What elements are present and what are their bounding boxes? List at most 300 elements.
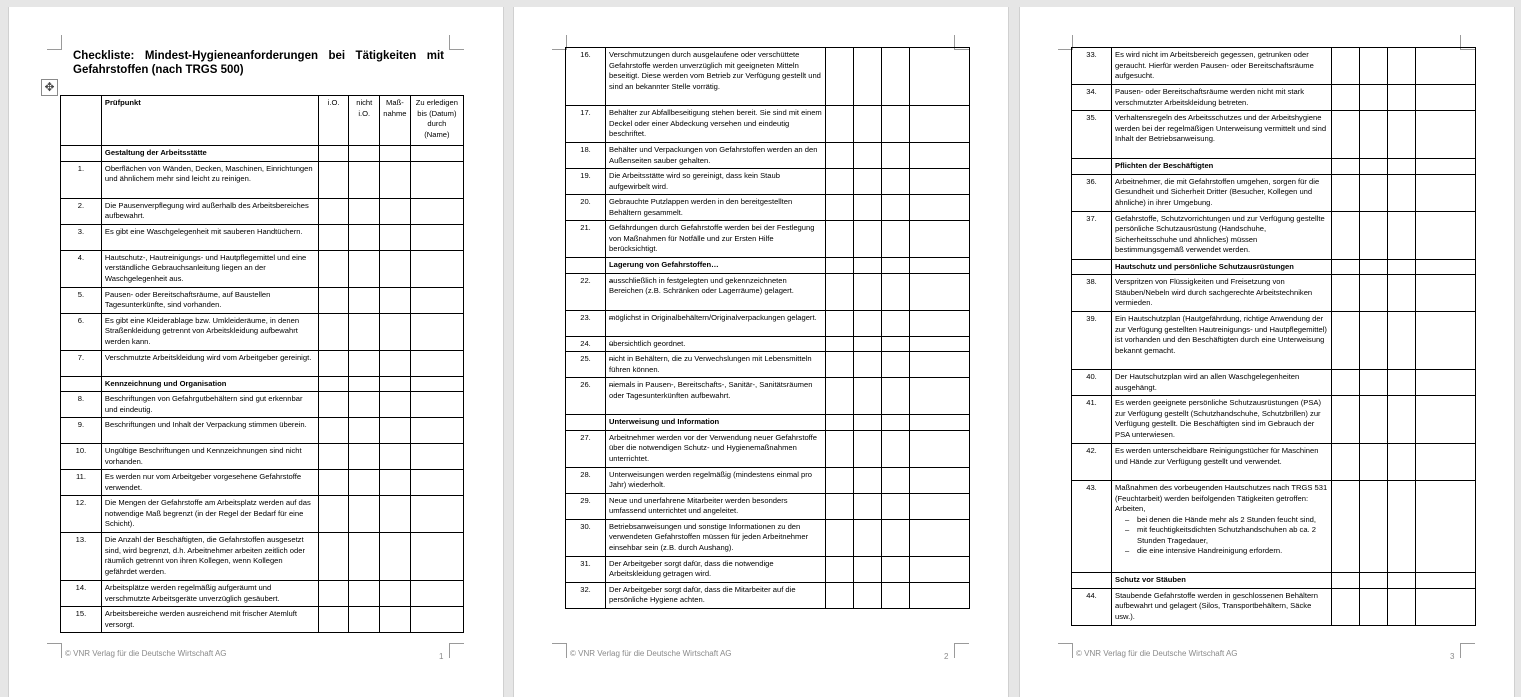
check-io[interactable] [826, 336, 854, 352]
massnahme-cell[interactable] [882, 195, 910, 221]
massnahme-cell[interactable] [882, 169, 910, 195]
massnahme-cell[interactable] [1388, 481, 1416, 573]
check-io[interactable] [318, 444, 349, 470]
item-number: 12. [61, 496, 102, 533]
erledigen-cell[interactable] [410, 392, 463, 418]
section-row [566, 415, 970, 431]
check-nicht-io[interactable] [349, 350, 380, 376]
erledigen-cell[interactable] [910, 519, 970, 556]
item-text: Die Anzahl der Beschäftigten, die Gefahrstoffen ausgesetzt sind, wird begrenzt, d.h. Arbeitnehmer arbeiten zeitlich oder räumlich getrennt von ihren Kollegen, wenn Kollegen gefährdet werden. [101, 533, 318, 581]
check-io[interactable] [318, 581, 349, 607]
check-nicht-io[interactable] [1360, 275, 1388, 312]
header-massnahme: Maß-nahme [380, 96, 411, 146]
page-footer: © VNR Verlag für die Deutsche Wirtschaft AG [1076, 649, 1238, 658]
massnahme-cell[interactable] [882, 519, 910, 556]
page-number: 3 [1450, 652, 1455, 661]
item-text: Der Hautschutzplan wird an allen Waschgelegenheiten ausgehängt. [1112, 370, 1332, 396]
check-nicht-io[interactable] [854, 310, 882, 336]
header-erledigen: Zu erledigen bis (Datum) durch (Name) [410, 96, 463, 146]
erledigen-cell[interactable] [1416, 370, 1476, 396]
item-number: 3. [61, 224, 102, 250]
massnahme-cell[interactable] [882, 582, 910, 608]
erledigen-cell[interactable] [410, 607, 463, 633]
erledigen-cell[interactable] [910, 310, 970, 336]
item-text: Arbeitsplätze werden regelmäßig aufgeräumt und verschmutzte Arbeitsgeräte unverzüglich gesäubert. [101, 581, 318, 607]
table-row [61, 250, 464, 287]
erledigen-cell[interactable] [910, 582, 970, 608]
check-io[interactable] [1332, 211, 1360, 259]
check-nicht-io[interactable] [854, 195, 882, 221]
item-text: Verschmutzte Arbeitskleidung wird vom Arbeitgeber gereinigt. [101, 350, 318, 376]
item-text: Staubende Gefahrstoffe werden in geschlossenen Behältern aufbewahrt und gelagert (Silos, Transportbehältern, Säcke usw.). [1112, 588, 1332, 625]
erledigen-cell[interactable] [910, 48, 970, 106]
item-number: 42. [1072, 444, 1112, 481]
check-nicht-io[interactable] [1360, 111, 1388, 159]
table-row [1072, 444, 1476, 481]
check-nicht-io[interactable] [1360, 48, 1388, 85]
section-title: Lagerung von Gefahrstoffen… [606, 258, 826, 274]
item-text: – übersichtlich geordnet. [606, 336, 826, 352]
item-text: Es gibt eine Kleiderablage bzw. Umkleideräume, in denen Straßenkleidung getrennt von Arbeitskleidung aufbewahrt werden kann. [101, 313, 318, 350]
item-text: Behälter und Verpackungen von Gefahrstoffen werden an den Außenseiten sauber gehalten. [606, 143, 826, 169]
margin-corner-mark [954, 643, 969, 658]
check-nicht-io[interactable] [1360, 481, 1388, 573]
table-row [566, 467, 970, 493]
massnahme-cell[interactable] [380, 418, 411, 444]
erledigen-cell[interactable] [910, 195, 970, 221]
check-io[interactable] [826, 493, 854, 519]
table-row [61, 496, 464, 533]
check-nicht-io[interactable] [854, 493, 882, 519]
section-row [61, 376, 464, 392]
section-title: Pflichten der Beschäftigten [1112, 159, 1332, 175]
page-number: 1 [439, 652, 444, 661]
table-header-row [61, 96, 464, 146]
erledigen-cell[interactable] [410, 198, 463, 224]
check-io[interactable] [1332, 174, 1360, 211]
check-io[interactable] [318, 350, 349, 376]
table-row [566, 519, 970, 556]
erledigen-cell[interactable] [410, 313, 463, 350]
massnahme-cell[interactable] [380, 470, 411, 496]
item-number: 27. [566, 430, 606, 467]
massnahme-cell[interactable] [380, 607, 411, 633]
table-row [1072, 174, 1476, 211]
check-nicht-io[interactable] [854, 378, 882, 415]
item-text: Gebrauchte Putzlappen werden in den bereitgestellten Behältern gesammelt. [606, 195, 826, 221]
massnahme-cell[interactable] [1388, 211, 1416, 259]
massnahme-cell[interactable] [1388, 396, 1416, 444]
item-text: Die Arbeitsstätte wird so gereinigt, dass kein Staub aufgewirbelt wird. [606, 169, 826, 195]
check-io[interactable] [318, 313, 349, 350]
table-row [1072, 85, 1476, 111]
table-row [1072, 211, 1476, 259]
check-io[interactable] [318, 607, 349, 633]
item-number: 17. [566, 106, 606, 143]
erledigen-cell[interactable] [410, 250, 463, 287]
item-number: 31. [566, 556, 606, 582]
check-nicht-io[interactable] [854, 352, 882, 378]
erledigen-cell[interactable] [410, 470, 463, 496]
erledigen-cell[interactable] [1416, 111, 1476, 159]
item-text: Betriebsanweisungen und sonstige Informationen zu den verwendeten Gefahrstoffen müssen für jeden Arbeitnehmer einsehbar sein (z.B. durch Aushang). [606, 519, 826, 556]
item-text: – nicht in Behältern, die zu Verwechslungen mit Lebensmitteln führen können. [606, 352, 826, 378]
table-row [1072, 111, 1476, 159]
massnahme-cell[interactable] [882, 48, 910, 106]
item-number: 7. [61, 350, 102, 376]
massnahme-cell[interactable] [1388, 85, 1416, 111]
check-nicht-io[interactable] [854, 273, 882, 310]
massnahme-cell[interactable] [380, 224, 411, 250]
check-nicht-io[interactable] [1360, 396, 1388, 444]
check-io[interactable] [1332, 48, 1360, 85]
erledigen-cell[interactable] [410, 533, 463, 581]
check-io[interactable] [1332, 444, 1360, 481]
table-row [1072, 312, 1476, 370]
check-nicht-io[interactable] [1360, 312, 1388, 370]
check-nicht-io[interactable] [854, 336, 882, 352]
check-nicht-io[interactable] [349, 198, 380, 224]
item-text: Es werden geeignete persönliche Schutzausrüstungen (PSA) zur Verfügung gestellt (Schutzhandschuhe, Schutzbrillen) zur Verfügung gestellt. Die Beschäftigten sind im Gebrauch der PSA unterwiesen. [1112, 396, 1332, 444]
header-pruefpunkt: Prüfpunkt [101, 96, 318, 146]
check-io[interactable] [826, 378, 854, 415]
check-io[interactable] [318, 287, 349, 313]
check-io[interactable] [318, 533, 349, 581]
item-text: Verspritzen von Flüssigkeiten und Freisetzung von Stäuben/Nebeln wird durch sachgerechte Arbeitstechniken vermieden. [1112, 275, 1332, 312]
erledigen-cell[interactable] [410, 496, 463, 533]
table-row [566, 493, 970, 519]
check-io[interactable] [318, 161, 349, 198]
erledigen-cell[interactable] [1416, 481, 1476, 573]
check-io[interactable] [826, 467, 854, 493]
table-row [566, 582, 970, 608]
erledigen-cell[interactable] [1416, 275, 1476, 312]
section-row [61, 146, 464, 162]
item-number: 35. [1072, 111, 1112, 159]
massnahme-cell[interactable] [1388, 444, 1416, 481]
check-nicht-io[interactable] [854, 582, 882, 608]
table-row [566, 273, 970, 310]
item-text: Es werden unterscheidbare Reinigungstücher für Maschinen und Hände zur Verfügung gestellt und verwendet. [1112, 444, 1332, 481]
table-row [566, 378, 970, 415]
erledigen-cell[interactable] [910, 493, 970, 519]
item-number: 19. [566, 169, 606, 195]
check-io[interactable] [826, 221, 854, 258]
table-row [566, 169, 970, 195]
massnahme-cell[interactable] [380, 250, 411, 287]
section-title: Gestaltung der Arbeitsstätte [101, 146, 318, 162]
check-io[interactable] [1332, 111, 1360, 159]
table-row [61, 313, 464, 350]
table-row [61, 581, 464, 607]
table-row [566, 106, 970, 143]
check-io[interactable] [1332, 370, 1360, 396]
erledigen-cell[interactable] [410, 161, 463, 198]
check-io[interactable] [826, 310, 854, 336]
item-number: 25. [566, 352, 606, 378]
item-number: 36. [1072, 174, 1112, 211]
check-nicht-io[interactable] [854, 519, 882, 556]
item-text: Hautschutz-, Hautreinigungs- und Hautpflegemittel und eine verständliche Gebrauchsanleitung liegen an der Waschgelegenheit aus. [101, 250, 318, 287]
item-number: 16. [566, 48, 606, 106]
item-number: 33. [1072, 48, 1112, 85]
item-text: Arbeitsbereiche werden ausreichend mit frischer Atemluft versorgt. [101, 607, 318, 633]
margin-corner-mark [1460, 643, 1475, 658]
erledigen-cell[interactable] [910, 169, 970, 195]
check-nicht-io[interactable] [1360, 588, 1388, 625]
massnahme-cell[interactable] [1388, 588, 1416, 625]
margin-corner-mark [449, 35, 464, 50]
check-nicht-io[interactable] [349, 161, 380, 198]
check-io[interactable] [1332, 312, 1360, 370]
item-number: 24. [566, 336, 606, 352]
page-2 [513, 7, 1009, 697]
erledigen-cell[interactable] [1416, 588, 1476, 625]
check-io[interactable] [1332, 396, 1360, 444]
item-text: Der Arbeitgeber sorgt dafür, dass die Mitarbeiter auf die persönliche Hygiene achten. [606, 582, 826, 608]
item-text: Gefährdungen durch Gefahrstoffe werden bei der Festlegung von Maßnahmen für Notfälle und zur Ersten Hilfe berücksichtigt. [606, 221, 826, 258]
massnahme-cell[interactable] [1388, 48, 1416, 85]
check-io[interactable] [826, 143, 854, 169]
massnahme-cell[interactable] [882, 430, 910, 467]
page-3 [1019, 7, 1515, 697]
massnahme-cell[interactable] [380, 533, 411, 581]
section-title: Kennzeichnung und Organisation [101, 376, 318, 392]
check-nicht-io[interactable] [349, 470, 380, 496]
check-nicht-io[interactable] [349, 392, 380, 418]
margin-corner-mark [552, 643, 567, 658]
section-row [566, 258, 970, 274]
item-number: 32. [566, 582, 606, 608]
massnahme-cell[interactable] [1388, 275, 1416, 312]
margin-corner-mark [47, 643, 62, 658]
massnahme-cell[interactable] [882, 106, 910, 143]
move-handle-icon[interactable]: ✥ [41, 79, 58, 96]
table-row [566, 556, 970, 582]
check-io[interactable] [826, 169, 854, 195]
table-row [566, 195, 970, 221]
page-footer: © VNR Verlag für die Deutsche Wirtschaft AG [570, 649, 732, 658]
table-row [61, 287, 464, 313]
check-io[interactable] [318, 224, 349, 250]
table-row [61, 392, 464, 418]
check-io[interactable] [318, 392, 349, 418]
table-row [61, 470, 464, 496]
check-nicht-io[interactable] [854, 556, 882, 582]
check-nicht-io[interactable] [349, 496, 380, 533]
margin-corner-mark [47, 35, 62, 50]
item-number: 20. [566, 195, 606, 221]
item-number: 14. [61, 581, 102, 607]
item-number: 38. [1072, 275, 1112, 312]
check-io[interactable] [826, 519, 854, 556]
erledigen-cell[interactable] [910, 556, 970, 582]
check-nicht-io[interactable] [349, 313, 380, 350]
erledigen-cell[interactable] [410, 287, 463, 313]
item-number: 9. [61, 418, 102, 444]
check-nicht-io[interactable] [349, 287, 380, 313]
check-io[interactable] [318, 250, 349, 287]
item-number: 44. [1072, 588, 1112, 625]
table-row [1072, 48, 1476, 85]
erledigen-cell[interactable] [910, 378, 970, 415]
margin-corner-mark [449, 643, 464, 658]
check-io[interactable] [826, 430, 854, 467]
table-row [566, 143, 970, 169]
item-text: Arbeitnehmer werden vor der Verwendung neuer Gefahrstoffe über die notwendigen Schutz- und Hygienemaßnahmen unterrichtet. [606, 430, 826, 467]
table-row [566, 310, 970, 336]
massnahme-cell[interactable] [882, 273, 910, 310]
table-row [566, 336, 970, 352]
check-nicht-io[interactable] [1360, 174, 1388, 211]
massnahme-cell[interactable] [380, 313, 411, 350]
table-row [566, 352, 970, 378]
check-io[interactable] [826, 48, 854, 106]
check-io[interactable] [826, 352, 854, 378]
check-nicht-io[interactable] [349, 250, 380, 287]
item-text: Neue und unerfahrene Mitarbeiter werden besonders umfassend unterrichtet und angeleitet. [606, 493, 826, 519]
erledigen-cell[interactable] [1416, 444, 1476, 481]
check-nicht-io[interactable] [349, 581, 380, 607]
check-io[interactable] [318, 470, 349, 496]
item-text: Maßnahmen des vorbeugenden Hautschutzes nach TRGS 531 (Feuchtarbeit) werden beifolgenden Tätigkeiten getroffen: Arbeiten, [1115, 483, 1328, 513]
check-nicht-io[interactable] [854, 430, 882, 467]
massnahme-cell[interactable] [1388, 370, 1416, 396]
check-nicht-io[interactable] [1360, 85, 1388, 111]
check-nicht-io[interactable] [349, 533, 380, 581]
document-title: Checkliste: Mindest-Hygieneanforderungen bei Tätigkeiten mit Gefahrstoffen (nach TRGS 500) [73, 50, 444, 76]
erledigen-cell[interactable] [1416, 312, 1476, 370]
check-nicht-io[interactable] [854, 169, 882, 195]
massnahme-cell[interactable] [380, 392, 411, 418]
erledigen-cell[interactable] [1416, 396, 1476, 444]
item-text: – niemals in Pausen-, Bereitschafts-, Sanitär-, Sanitätsräumen oder Tagesunterkünften aufbewahrt. [606, 378, 826, 415]
massnahme-cell[interactable] [882, 556, 910, 582]
table-row [1072, 396, 1476, 444]
massnahme-cell[interactable] [380, 287, 411, 313]
check-nicht-io[interactable] [1360, 211, 1388, 259]
check-io[interactable] [1332, 481, 1360, 573]
erledigen-cell[interactable] [1416, 174, 1476, 211]
check-nicht-io[interactable] [854, 48, 882, 106]
massnahme-cell[interactable] [882, 143, 910, 169]
erledigen-cell[interactable] [1416, 48, 1476, 85]
check-nicht-io[interactable] [854, 221, 882, 258]
check-io[interactable] [826, 556, 854, 582]
table-row [1072, 588, 1476, 625]
check-io[interactable] [826, 195, 854, 221]
check-io[interactable] [318, 198, 349, 224]
item-number: 43. [1072, 481, 1112, 573]
erledigen-cell[interactable] [1416, 211, 1476, 259]
erledigen-cell[interactable] [1416, 85, 1476, 111]
massnahme-cell[interactable] [882, 378, 910, 415]
check-nicht-io[interactable] [349, 224, 380, 250]
item-number: 39. [1072, 312, 1112, 370]
section-title: Hautschutz und persönliche Schutzausrüstungen [1112, 259, 1332, 275]
erledigen-cell[interactable] [910, 430, 970, 467]
check-nicht-io[interactable] [854, 467, 882, 493]
item-number: 29. [566, 493, 606, 519]
check-nicht-io[interactable] [854, 106, 882, 143]
massnahme-cell[interactable] [882, 493, 910, 519]
check-io[interactable] [826, 106, 854, 143]
header-nicht-io: nicht i.O. [349, 96, 380, 146]
erledigen-cell[interactable] [410, 350, 463, 376]
erledigen-cell[interactable] [410, 418, 463, 444]
massnahme-cell[interactable] [882, 310, 910, 336]
massnahme-cell[interactable] [882, 336, 910, 352]
massnahme-cell[interactable] [380, 161, 411, 198]
table-row [61, 198, 464, 224]
massnahme-cell[interactable] [882, 467, 910, 493]
item-number: 22. [566, 273, 606, 310]
item-text: Es gibt eine Waschgelegenheit mit sauberen Handtüchern. [101, 224, 318, 250]
erledigen-cell[interactable] [910, 106, 970, 143]
item-number: 13. [61, 533, 102, 581]
checklist-table-page-1 [60, 95, 464, 633]
check-nicht-io[interactable] [854, 143, 882, 169]
massnahme-cell[interactable] [1388, 174, 1416, 211]
check-io[interactable] [1332, 588, 1360, 625]
massnahme-cell[interactable] [1388, 312, 1416, 370]
check-io[interactable] [318, 496, 349, 533]
item-number: 8. [61, 392, 102, 418]
massnahme-cell[interactable] [380, 198, 411, 224]
check-nicht-io[interactable] [349, 607, 380, 633]
item-number: 2. [61, 198, 102, 224]
check-io[interactable] [318, 418, 349, 444]
erledigen-cell[interactable] [910, 336, 970, 352]
section-title: Unterweisung und Information [606, 415, 826, 431]
table-row [61, 224, 464, 250]
erledigen-cell[interactable] [910, 352, 970, 378]
massnahme-cell[interactable] [882, 221, 910, 258]
check-nicht-io[interactable] [1360, 444, 1388, 481]
section-row [1072, 159, 1476, 175]
check-io[interactable] [826, 273, 854, 310]
check-nicht-io[interactable] [349, 444, 380, 470]
table-row [61, 418, 464, 444]
item-number: 18. [566, 143, 606, 169]
massnahme-cell[interactable] [380, 350, 411, 376]
massnahme-cell[interactable] [882, 352, 910, 378]
check-io[interactable] [1332, 275, 1360, 312]
massnahme-cell[interactable] [380, 581, 411, 607]
check-nicht-io[interactable] [1360, 370, 1388, 396]
check-nicht-io[interactable] [349, 418, 380, 444]
erledigen-cell[interactable] [410, 224, 463, 250]
massnahme-cell[interactable] [380, 496, 411, 533]
erledigen-cell[interactable] [410, 581, 463, 607]
check-io[interactable] [826, 582, 854, 608]
item-number: 6. [61, 313, 102, 350]
margin-corner-mark [1058, 643, 1073, 658]
erledigen-cell[interactable] [910, 467, 970, 493]
erledigen-cell[interactable] [910, 221, 970, 258]
erledigen-cell[interactable] [910, 273, 970, 310]
massnahme-cell[interactable] [1388, 111, 1416, 159]
massnahme-cell[interactable] [380, 444, 411, 470]
header-num-cell [61, 96, 102, 146]
erledigen-cell[interactable] [910, 143, 970, 169]
erledigen-cell[interactable] [410, 444, 463, 470]
item-text: Verhaltensregeln des Arbeitsschutzes und der Arbeitshygiene werden bei der regelmäßigen Unterweisung vermittelt und sind Inhalt der Betriebsanweisung. [1112, 111, 1332, 159]
item-text: Ungültige Beschriftungen und Kennzeichnungen sind nicht vorhanden. [101, 444, 318, 470]
check-io[interactable] [1332, 85, 1360, 111]
table-row [61, 350, 464, 376]
item-text: Die Mengen der Gefahrstoffe am Arbeitsplatz werden auf das notwendige Maß begrenzt (in der Regel der Bedarf für eine Schicht). [101, 496, 318, 533]
